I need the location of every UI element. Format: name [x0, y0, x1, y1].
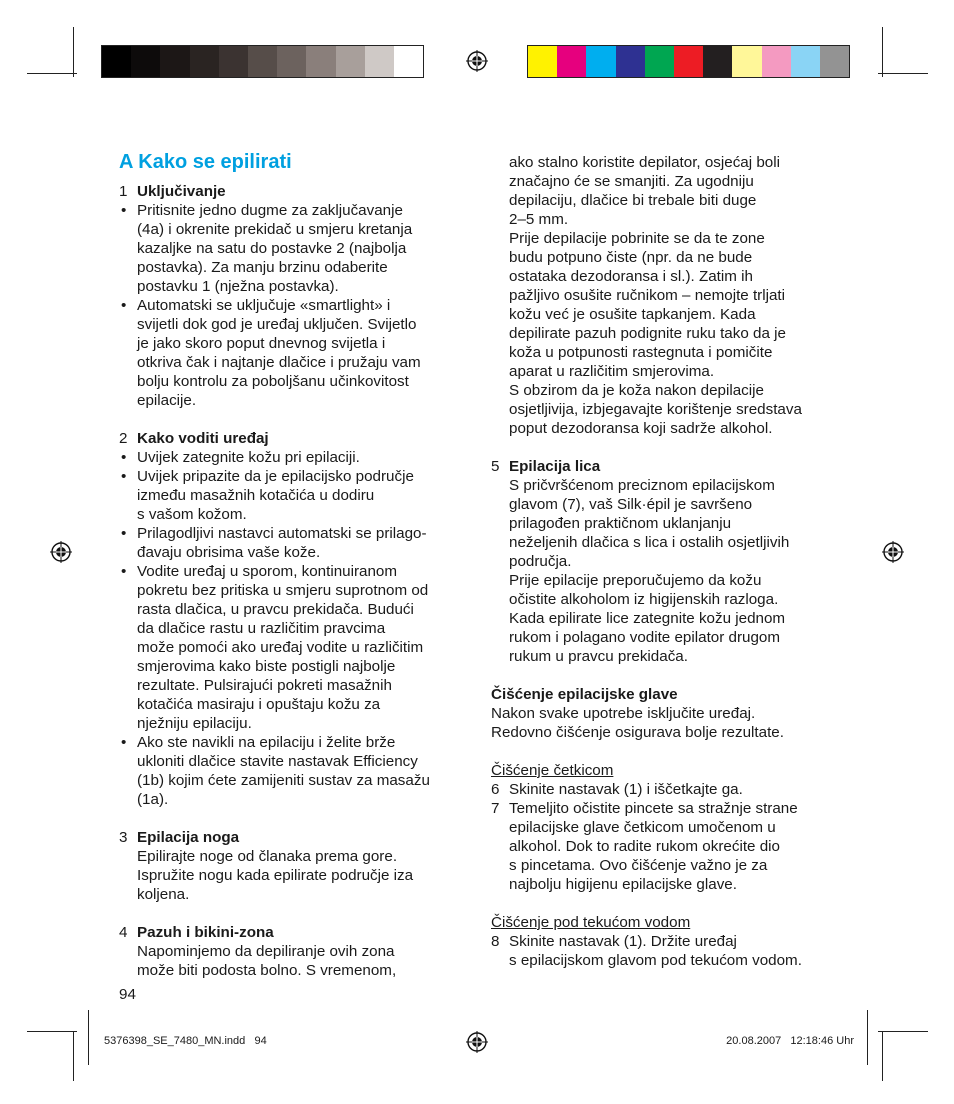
color-swatch	[674, 46, 703, 77]
bullet-icon: •	[121, 525, 127, 542]
color-swatch	[791, 46, 820, 77]
text-line: ako stalno koristite depilator, osjećaj boli	[509, 154, 780, 171]
step-3	[119, 828, 469, 847]
step-6	[491, 780, 841, 799]
step-8	[491, 932, 841, 970]
text-line: Kada epilirate lice zategnite kožu jednom	[509, 610, 786, 627]
text-line: da dlačice rastu u različitim pravcima	[137, 620, 386, 637]
text-line: bolju kontrolu za poboljšanu učinkovitost	[137, 373, 409, 390]
subsection-heading: Čišćenje epilacijske glave	[491, 686, 678, 703]
text-line: epilacije.	[137, 392, 197, 409]
text-line: neželjenih dlačica s lica i ostalih osjetljivih	[509, 534, 790, 551]
color-swatch	[160, 46, 189, 77]
text-line: Epilirajte noge od članaka prema gore.	[137, 848, 398, 865]
crop-mark	[73, 27, 74, 77]
text-line: je jako skoro poput dnevnog svijetla i	[137, 335, 386, 352]
slug-timestamp: 20.08.2007 12:18:46 Uhr	[726, 1035, 854, 1047]
crop-mark	[88, 1010, 89, 1065]
text-line: Prilagodljivi nastavci automatski se prilago-	[137, 525, 427, 542]
text-line: s pincetama. Ovo čišćenje važno je za	[509, 857, 768, 874]
text-line: otkriva čak i najtanje dlačice i pružaju vam	[137, 354, 421, 371]
text-line: koža u potpunosti rastegnuta i pomičite	[509, 344, 773, 361]
text-line: s vašom kožom.	[137, 506, 247, 523]
text-line: može biti podosta bolno. S vremenom,	[137, 962, 397, 979]
text-line: Prije epilacije preporučujemo da kožu	[509, 572, 762, 589]
text-line: Prije depilacije pobrinite se da te zone	[509, 230, 765, 247]
color-swatch	[190, 46, 219, 77]
text-line: poput dezodoransa koji sadrže alkohol.	[509, 420, 773, 437]
bullet-icon: •	[121, 468, 127, 485]
text-line: s epilacijskom glavom pod tekućom vodom.	[509, 952, 802, 969]
text-line: prilagođen praktičnom uklanjanju	[509, 515, 732, 532]
subsection-heading: Čišćenje četkicom	[491, 762, 614, 779]
text-line: kotačića masiraju i opuštaju kožu za	[137, 696, 381, 713]
grayscale-calibration-bar	[101, 45, 424, 78]
text-line: (1b) kojim ćete zamijeniti sustav za masažu	[137, 772, 430, 789]
color-swatch	[703, 46, 732, 77]
step-heading: Epilacija noga	[137, 829, 240, 846]
step-body	[119, 942, 469, 980]
text-line: budu potpuno čiste (npr. da ne bude	[509, 249, 753, 266]
text-line: (1a).	[137, 791, 169, 808]
text-line: aparat u različitim smjerovima.	[509, 363, 715, 380]
step-heading: Epilacija lica	[509, 458, 601, 475]
text-line: Pritisnite jedno dugme za zaključavanje	[137, 202, 403, 219]
bullet-item	[119, 562, 469, 733]
bullet-item	[119, 448, 469, 467]
text-line: postavka). Za manju brzinu odaberite	[137, 259, 388, 276]
crop-mark	[882, 27, 883, 77]
text-line: rezultate. Pulsirajući pokreti masažnih	[137, 677, 392, 694]
text-line: koljena.	[137, 886, 190, 903]
bullet-item	[119, 467, 469, 524]
color-swatch	[365, 46, 394, 77]
text-line: smjerovima kako biste postigli najbolje	[137, 658, 396, 675]
step-number: 4	[119, 924, 128, 941]
text-line: Uvijek pripazite da je epilacijsko područje	[137, 468, 414, 485]
color-swatch	[131, 46, 160, 77]
bullet-item	[119, 733, 469, 809]
text-line: Temeljito očistite pincete sa stražnje strane	[509, 800, 798, 817]
text-line: 2–5 mm.	[509, 211, 569, 228]
text-line: pokretu bez pritiska u smjeru suprotnom od	[137, 582, 429, 599]
color-swatch	[306, 46, 335, 77]
crop-mark	[27, 1031, 77, 1032]
bullet-item	[119, 524, 469, 562]
color-swatch	[248, 46, 277, 77]
step-2	[119, 429, 469, 448]
step-heading: Pazuh i bikini-zona	[137, 924, 274, 941]
step-number: 7	[491, 800, 500, 817]
text-line: svijetli dok god je uređaj uključen. Svijetlo	[137, 316, 417, 333]
bullet-icon: •	[121, 202, 127, 219]
color-swatch	[586, 46, 615, 77]
step-7	[491, 799, 841, 894]
step-number: 1	[119, 183, 128, 200]
step-number: 6	[491, 781, 500, 798]
text-line: rukom i polagano vodite epilator drugom	[509, 629, 781, 646]
crop-mark	[73, 1031, 74, 1081]
text-line: Napominjemo da depiliranje ovih zona	[137, 943, 395, 960]
registration-mark-icon	[882, 541, 904, 563]
step-heading: Uključivanje	[137, 183, 226, 200]
text-line: depilaciju, dlačice bi trebale biti duge	[509, 192, 757, 209]
continued-text	[491, 153, 841, 438]
text-line: ukloniti dlačice stavite nastavak Efficiency	[137, 753, 418, 770]
step-number: 5	[491, 458, 500, 475]
bullet-icon: •	[121, 563, 127, 580]
text-line: značajno će se smanjiti. Za ugodniju	[509, 173, 754, 190]
step-body	[119, 847, 469, 904]
color-swatch	[102, 46, 131, 77]
text-line: đavaju obrisima vaše kože.	[137, 544, 321, 561]
text-line: S pričvršćenom preciznom epilacijskom	[509, 477, 775, 494]
text-line: alkohol. Dok to radite rukom okrećite dio	[509, 838, 780, 855]
page-number: 94	[119, 986, 136, 1003]
text-line: glavom (7), vaš Silk·épil je savršeno	[509, 496, 753, 513]
text-line: postavku 1 (nježna postavka).	[137, 278, 339, 295]
text-line: područja.	[509, 553, 572, 570]
text-line: Ako ste navikli na epilaciju i želite brže	[137, 734, 396, 751]
bullet-icon: •	[121, 734, 127, 751]
color-swatch	[645, 46, 674, 77]
text-line: najbolju higijenu epilacijske glave.	[509, 876, 737, 893]
text-line: nježniju epilaciju.	[137, 715, 252, 732]
color-swatch	[277, 46, 306, 77]
slug-file-info: 5376398_SE_7480_MN.indd 94	[104, 1035, 267, 1047]
text-line: rukum u pravcu prekidača.	[509, 648, 688, 665]
color-swatch	[394, 46, 423, 77]
bullet-item	[119, 296, 469, 410]
crop-mark	[27, 73, 77, 74]
text-line: pažljivo osušite ručnikom – nemojte trljati	[509, 287, 786, 304]
text-line: Nakon svake upotrebe isključite uređaj.	[491, 705, 756, 722]
color-swatch	[557, 46, 586, 77]
bullet-icon: •	[121, 449, 127, 466]
text-line: kazaljke na satu do postavke 2 (najbolja	[137, 240, 407, 257]
registration-mark-icon	[50, 541, 72, 563]
text-line: S obzirom da je koža nakon depilacije	[509, 382, 764, 399]
color-swatch	[762, 46, 791, 77]
text-line: osjetljivija, izbjegavajte korištenje sredstava	[509, 401, 802, 418]
crop-mark	[878, 1031, 928, 1032]
text-line: između masažnih kotačića u dodiru	[137, 487, 375, 504]
color-swatch	[336, 46, 365, 77]
crop-mark	[867, 1010, 868, 1065]
section-title: A Kako se epilirati	[119, 151, 292, 173]
text-line: može pomoći ako uređaj vodite u različitim	[137, 639, 424, 656]
step-4	[119, 923, 469, 942]
color-swatch	[219, 46, 248, 77]
text-line: Skinite nastavak (1). Držite uređaj	[509, 933, 737, 950]
step-number: 2	[119, 430, 128, 447]
text-line: Vodite uređaj u sporom, kontinuiranom	[137, 563, 398, 580]
registration-mark-icon	[466, 1031, 488, 1053]
step-1	[119, 182, 469, 201]
registration-mark-icon	[466, 50, 488, 72]
color-swatch	[820, 46, 849, 77]
step-number: 3	[119, 829, 128, 846]
text-line: ostataka dezodoransa i sl.). Zatim ih	[509, 268, 753, 285]
color-swatch	[732, 46, 761, 77]
text-line: Ispružite nogu kada epilirate područje iza	[137, 867, 414, 884]
crop-mark	[878, 73, 928, 74]
step-heading: Kako voditi uređaj	[137, 430, 269, 447]
text-line: epilacijske glave četkicom umočenom u	[509, 819, 776, 836]
step-number: 8	[491, 933, 500, 950]
text-line: Skinite nastavak (1) i iščetkajte ga.	[509, 781, 743, 798]
right-column	[491, 153, 841, 970]
text-line: kožu već je osušite tapkanjem. Kada	[509, 306, 756, 323]
text-line: rasta dlačica, u pravcu prekidača. Budući	[137, 601, 414, 618]
crop-mark	[882, 1031, 883, 1081]
text-line: Automatski se uključuje «smartlight» i	[137, 297, 391, 314]
text-line: Redovno čišćenje osigurava bolje rezultate.	[491, 724, 784, 741]
color-calibration-bar	[527, 45, 850, 78]
color-swatch	[616, 46, 645, 77]
bullet-icon: •	[121, 297, 127, 314]
left-column	[119, 150, 469, 1004]
text-line: očistite alkoholom iz higijenskih razloga.	[509, 591, 779, 608]
text-line: depilirate pazuh podignite ruku tako da je	[509, 325, 786, 342]
text-line: Uvijek zategnite kožu pri epilaciji.	[137, 449, 360, 466]
subsection-heading: Čišćenje pod tekućom vodom	[491, 914, 691, 931]
step-body	[491, 476, 841, 666]
text-line: (4a) i okrenite prekidač u smjeru kretanja	[137, 221, 413, 238]
bullet-item	[119, 201, 469, 296]
step-5	[491, 457, 841, 476]
color-swatch	[528, 46, 557, 77]
